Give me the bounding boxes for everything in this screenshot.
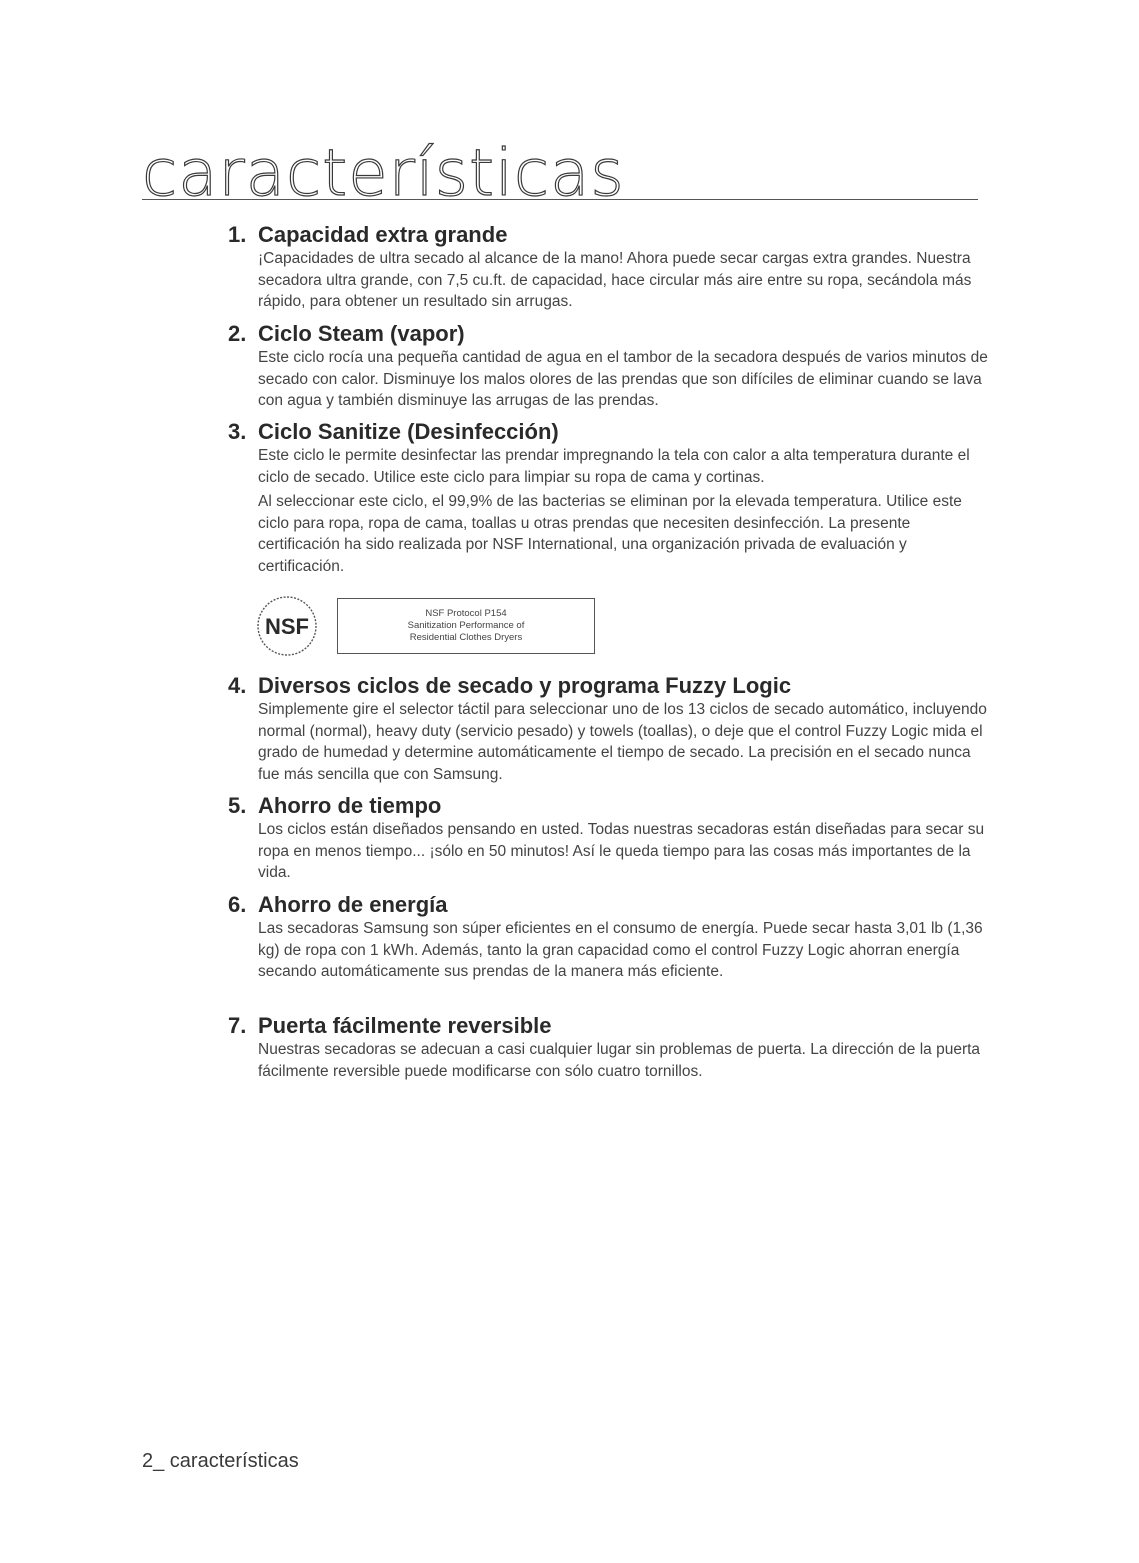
section-number: 7. — [228, 1013, 247, 1038]
section-paragraph: Los ciclos están diseñados pensando en usted. Todas nuestras secadoras están diseñadas para secar su ropa en menos tiempo... ¡sólo en 50 minutos! Así le queda tiempo para las cosas más importantes de la vida. — [258, 821, 985, 881]
nsf-protocol-line: Sanitization Performance of — [407, 620, 525, 631]
section-number: 6. — [228, 892, 247, 917]
section-paragraph: ¡Capacidades de ultra secado al alcance de la mano! Ahora puede secar cargas extra grandes. Nuestra secadora ultra grande, con 7,5 cu.ft. de capacidad, hace circular más aire entre su ropa, secándola más rápido, para obtener un resultado sin arrugas. — [258, 250, 972, 310]
section-number: 3. — [228, 419, 247, 444]
section-time-saving — [228, 793, 988, 884]
nsf-logo-text: NSF — [265, 614, 309, 639]
page-footer: 2_ características — [142, 1450, 299, 1472]
section-paragraph: Este ciclo rocía una pequeña cantidad de agua en el tambor de la secadora después de varios minutos de secado con calor. Disminuye los malos olores de las prendas que son difíciles de eliminar cuando se lava con agua y también disminuye las arrugas de las prendas. — [258, 349, 988, 409]
section-paragraph: Al seleccionar este ciclo, el 99,9% de las bacterias se eliminan por la elevada temperatura. Utilice este ciclo para ropa, ropa de cama, toallas u otras prendas que necesiten desinfección. La presente certificación ha sido realizada por NSF International, una organización privada de evaluación y certificación. — [258, 493, 962, 575]
section-number: 1. — [228, 222, 247, 247]
section-paragraph: Este ciclo le permite desinfectar las prendar impregnando la tela con calor a alta temperatura durante el ciclo de secado. Utilice este ciclo para limpiar su ropa de cama y cortinas. — [258, 447, 970, 486]
section-number: 2. — [228, 321, 247, 346]
section-title: Diversos ciclos de secado y programa Fuzzy Logic — [258, 673, 792, 698]
section-title: Ciclo Steam (vapor) — [258, 321, 465, 346]
nsf-protocol-box — [337, 598, 595, 654]
nsf-protocol-line: NSF Protocol P154 — [425, 608, 507, 619]
section-number: 5. — [228, 793, 247, 818]
section-dry-cycles — [228, 673, 988, 785]
nsf-protocol-line: Residential Clothes Dryers — [409, 632, 523, 643]
section-capacity — [228, 222, 988, 313]
section-number: 4. — [228, 673, 247, 698]
section-reversible-door — [228, 1013, 988, 1082]
section-energy-saving — [228, 892, 988, 983]
section-paragraph: Las secadoras Samsung son súper eficientes en el consumo de energía. Puede secar hasta 3,01 lb (1,36 kg) de ropa con 1 kWh. Además, tanto la gran capacidad como el control Fuzzy Logic ahorran energía secando automáticamente sus prendas de la manera más eficiente. — [258, 920, 983, 980]
nsf-certification — [255, 594, 595, 658]
page-title: características — [142, 137, 625, 211]
section-paragraph: Simplemente gire el selector táctil para seleccionar uno de los 13 ciclos de secado automático, incluyendo normal (normal), heavy duty (servicio pesado) y towels (toallas), o deje que el control Fuzzy Logic mida el grado de humedad y determine automáticamente el tiempo de secado. La precisión en el secado nunca fue más sencilla que con Samsung. — [258, 701, 987, 783]
nsf-logo-icon — [255, 594, 319, 658]
title-divider — [142, 199, 978, 200]
section-title: Capacidad extra grande — [258, 222, 508, 247]
section-sanitize — [228, 419, 988, 577]
section-paragraph: Nuestras secadoras se adecuan a casi cualquier lugar sin problemas de puerta. La dirección de la puerta fácilmente reversible puede modificarse con sólo cuatro tornillos. — [258, 1041, 981, 1080]
section-title: Ciclo Sanitize (Desinfección) — [258, 419, 559, 444]
section-title: Ahorro de tiempo — [258, 793, 442, 818]
section-title: Puerta fácilmente reversible — [258, 1013, 552, 1038]
section-title: Ahorro de energía — [258, 892, 448, 917]
section-steam — [228, 321, 988, 412]
